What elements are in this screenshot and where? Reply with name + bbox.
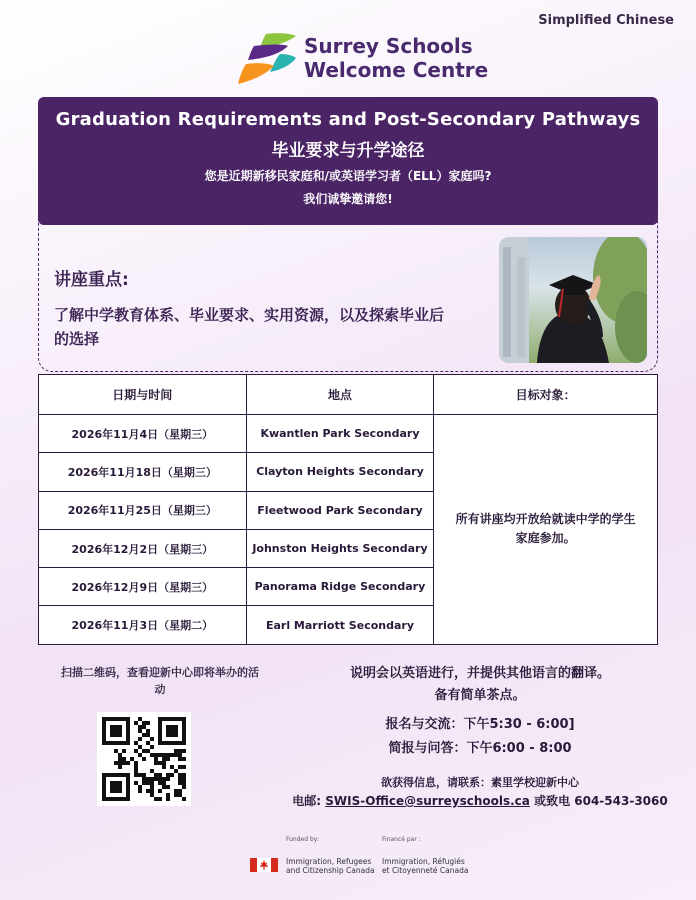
title-chinese: 毕业要求与升学途径 bbox=[271, 141, 425, 161]
logo-line-2: Welcome Centre bbox=[304, 58, 489, 82]
dept-fr-line-2: et Citoyenneté Canada bbox=[382, 866, 469, 875]
graduate-photo bbox=[499, 237, 647, 363]
session-location: Panorama Ridge Secondary bbox=[246, 568, 434, 606]
session-date: 2026年12月2日（星期三） bbox=[39, 529, 247, 567]
qr-caption: 扫描二维码，查看迎新中心即将举办的活动 bbox=[61, 666, 259, 696]
dept-en-line-2: and Citizenship Canada bbox=[286, 866, 375, 875]
audience-cell: 所有讲座均开放给就读中学的学生家庭参加。 bbox=[434, 415, 658, 645]
funders-block bbox=[250, 836, 510, 880]
language-note: 说明会以英语进行，并提供其他语言的翻译。 bbox=[349, 666, 610, 681]
presentation-time: 简报与问答：下午6:00 - 8:00 bbox=[388, 741, 572, 756]
focus-section bbox=[38, 215, 658, 372]
banner-invite: 我们诚挚邀请您! bbox=[303, 192, 393, 206]
logo-mark bbox=[236, 32, 300, 88]
phone-text: 或致电 604-543-3060 bbox=[534, 794, 668, 808]
session-date: 2026年11月4日（星期三） bbox=[39, 415, 247, 453]
focus-description: 了解中学教育体系、毕业要求、实用资源，以及探索毕业后的选择 bbox=[54, 306, 445, 348]
session-location: Johnston Heights Secondary bbox=[246, 529, 434, 567]
table-row bbox=[39, 415, 658, 453]
focus-heading: 讲座重点: bbox=[54, 270, 129, 290]
session-date: 2026年11月18日（星期三） bbox=[39, 453, 247, 491]
header-location: 地点 bbox=[246, 375, 434, 415]
banner-question: 您是近期新移民家庭和/或英语学习者（ELL）家庭吗? bbox=[204, 169, 492, 183]
surrey-schools-logo bbox=[236, 30, 496, 90]
refreshments-note: 备有简单茶点。 bbox=[434, 688, 526, 703]
schedule-header-row bbox=[39, 375, 658, 415]
session-location: Clayton Heights Secondary bbox=[246, 453, 434, 491]
session-location: Fleetwood Park Secondary bbox=[246, 491, 434, 529]
language-tag: Simplified Chinese bbox=[538, 13, 674, 28]
dept-en-line-1: Immigration, Refugees bbox=[286, 857, 372, 866]
session-date: 2026年12月9日（星期三） bbox=[39, 568, 247, 606]
session-location: Kwantlen Park Secondary bbox=[246, 415, 434, 453]
schedule-table bbox=[38, 374, 658, 645]
session-date: 2026年11月25日（星期三） bbox=[39, 491, 247, 529]
dept-fr-line-1: Immigration, Réfugiés bbox=[382, 857, 465, 866]
logo-line-1: Surrey Schools bbox=[304, 34, 473, 58]
header-date: 日期与时间 bbox=[39, 375, 247, 415]
header-audience: 目标对象： bbox=[434, 375, 658, 415]
email-label: 电邮: bbox=[292, 794, 322, 808]
registration-time: 报名与交流：下午5:30 - 6:00] bbox=[385, 717, 575, 732]
canada-flag-icon bbox=[250, 858, 278, 872]
contact-line bbox=[270, 792, 690, 811]
email-link[interactable]: SWIS-Office@surreyschools.ca bbox=[325, 794, 530, 808]
session-date: 2026年11月3日（星期二） bbox=[39, 606, 247, 644]
qr-code[interactable] bbox=[97, 712, 191, 806]
event-info bbox=[270, 663, 690, 811]
contact-intro: 欲获得信息，请联系：素里学校迎新中心 bbox=[381, 776, 579, 789]
title-banner bbox=[38, 97, 658, 225]
session-location: Earl Marriott Secondary bbox=[246, 606, 434, 644]
title-english: Graduation Requirements and Post-Secondary Pathways bbox=[55, 109, 641, 130]
finance-par-label: Financé par : bbox=[382, 836, 421, 843]
funded-by-label: Funded by: bbox=[286, 836, 319, 843]
